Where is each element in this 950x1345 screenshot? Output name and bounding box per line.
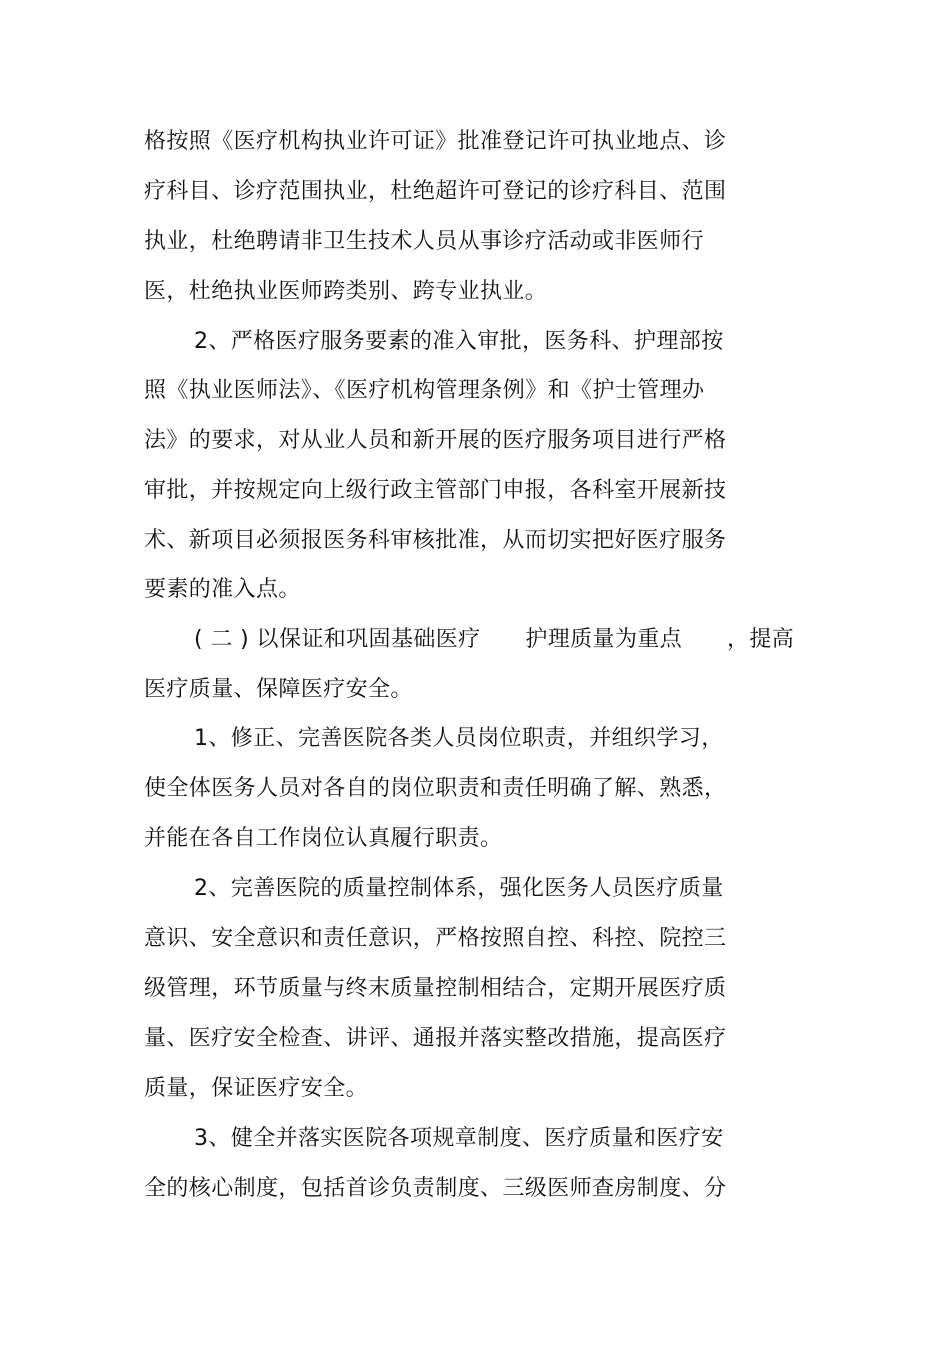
text-line: 医，杜绝执业医师跨类别、跨专业执业。: [144, 279, 548, 304]
text-line: 使全体医务人员对各自的岗位职责和责任明确了解、熟悉，: [144, 776, 727, 801]
text-line: 格按照《医疗机构执业许可证》批准登记许可执业地点、诊: [144, 129, 727, 154]
text-line: 全的核心制度，包括首诊负责制度、三级医师查房制度、分: [144, 1176, 727, 1201]
text-line: 法》的要求，对从业人员和新开展的医疗服务项目进行严格: [144, 428, 727, 453]
paragraph-start-line: 1、修正、完善医院各类人员岗位职责，并组织学习，: [194, 726, 724, 751]
text-line: 要素的准入点。: [144, 577, 301, 602]
text-line: 审批，并按规定向上级行政主管部门申报，各科室开展新技: [144, 478, 727, 503]
section-heading-line: ( 二 ) 以保证和巩固基础医疗 护理质量为重点 ，提高: [194, 627, 795, 652]
paragraph-start-line: 2、严格医疗服务要素的准入审批，医务科、护理部按: [194, 329, 724, 354]
text-line: 执业，杜绝聘请非卫生技术人员从事诊疗活动或非医师行: [144, 229, 705, 254]
text-line: 并能在各自工作岗位认真履行职责。: [144, 826, 503, 851]
text-line: 医疗质量、保障医疗安全。: [144, 677, 413, 702]
text-line: 术、新项目必须报医务科审核批准，从而切实把好医疗服务: [144, 528, 727, 553]
paragraph-start-line: 2、完善医院的质量控制体系，强化医务人员医疗质量: [194, 876, 724, 901]
text-line: 级管理，环节质量与终末质量控制相结合，定期开展医疗质: [144, 976, 727, 1001]
paragraph-start-line: 3、健全并落实医院各项规章制度、医疗质量和医疗安: [194, 1126, 724, 1151]
text-line: 质量，保证医疗安全。: [144, 1076, 369, 1101]
text-line: 照《执业医师法》、《医疗机构管理条例》和《护士管理办: [144, 378, 705, 403]
text-line: 量、医疗安全检查、讲评、通报并落实整改措施，提高医疗: [144, 1026, 727, 1051]
text-line: 意识、安全意识和责任意识，严格按照自控、科控、院控三: [144, 926, 727, 951]
text-line: 疗科目、诊疗范围执业，杜绝超许可登记的诊疗科目、范围: [144, 179, 727, 204]
